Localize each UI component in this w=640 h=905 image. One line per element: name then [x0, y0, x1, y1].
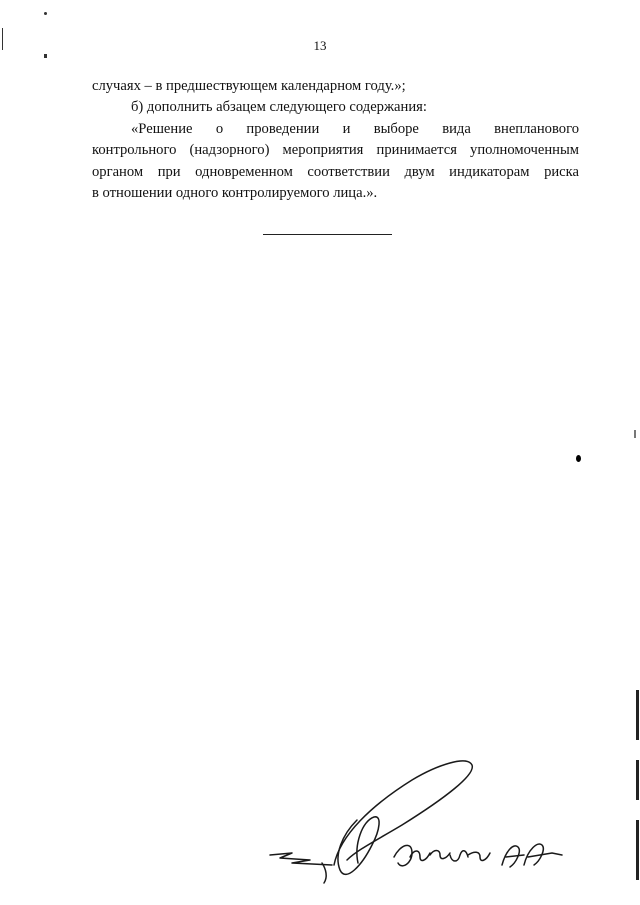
text-line-4: контрольного (надзорного) мероприятия принимается уполномоченным [92, 142, 579, 159]
text-line-3: «Решение о проведении и выборе вида внепланового [131, 120, 579, 137]
scan-mark [634, 430, 636, 438]
text-line-5: органом при одновременном соответствии двум индикаторам риска [92, 163, 579, 180]
scan-mark [44, 12, 47, 15]
text-line-6: в отношении одного контролируемого лица.». [92, 185, 378, 202]
document-body [92, 76, 579, 204]
scan-mark [636, 820, 639, 880]
page-number: 13 [313, 38, 327, 53]
text-line-2: б) дополнить абзацем следующего содержания: [131, 99, 427, 116]
scan-mark [636, 760, 639, 800]
separator-line [263, 234, 392, 235]
scan-mark [2, 28, 3, 50]
scan-mark [636, 690, 639, 740]
scan-mark [576, 455, 581, 462]
text-line-1: случаях – в предшествующем календарном году.»; [92, 78, 406, 94]
handwritten-signature [262, 745, 572, 895]
scan-mark [44, 54, 47, 58]
